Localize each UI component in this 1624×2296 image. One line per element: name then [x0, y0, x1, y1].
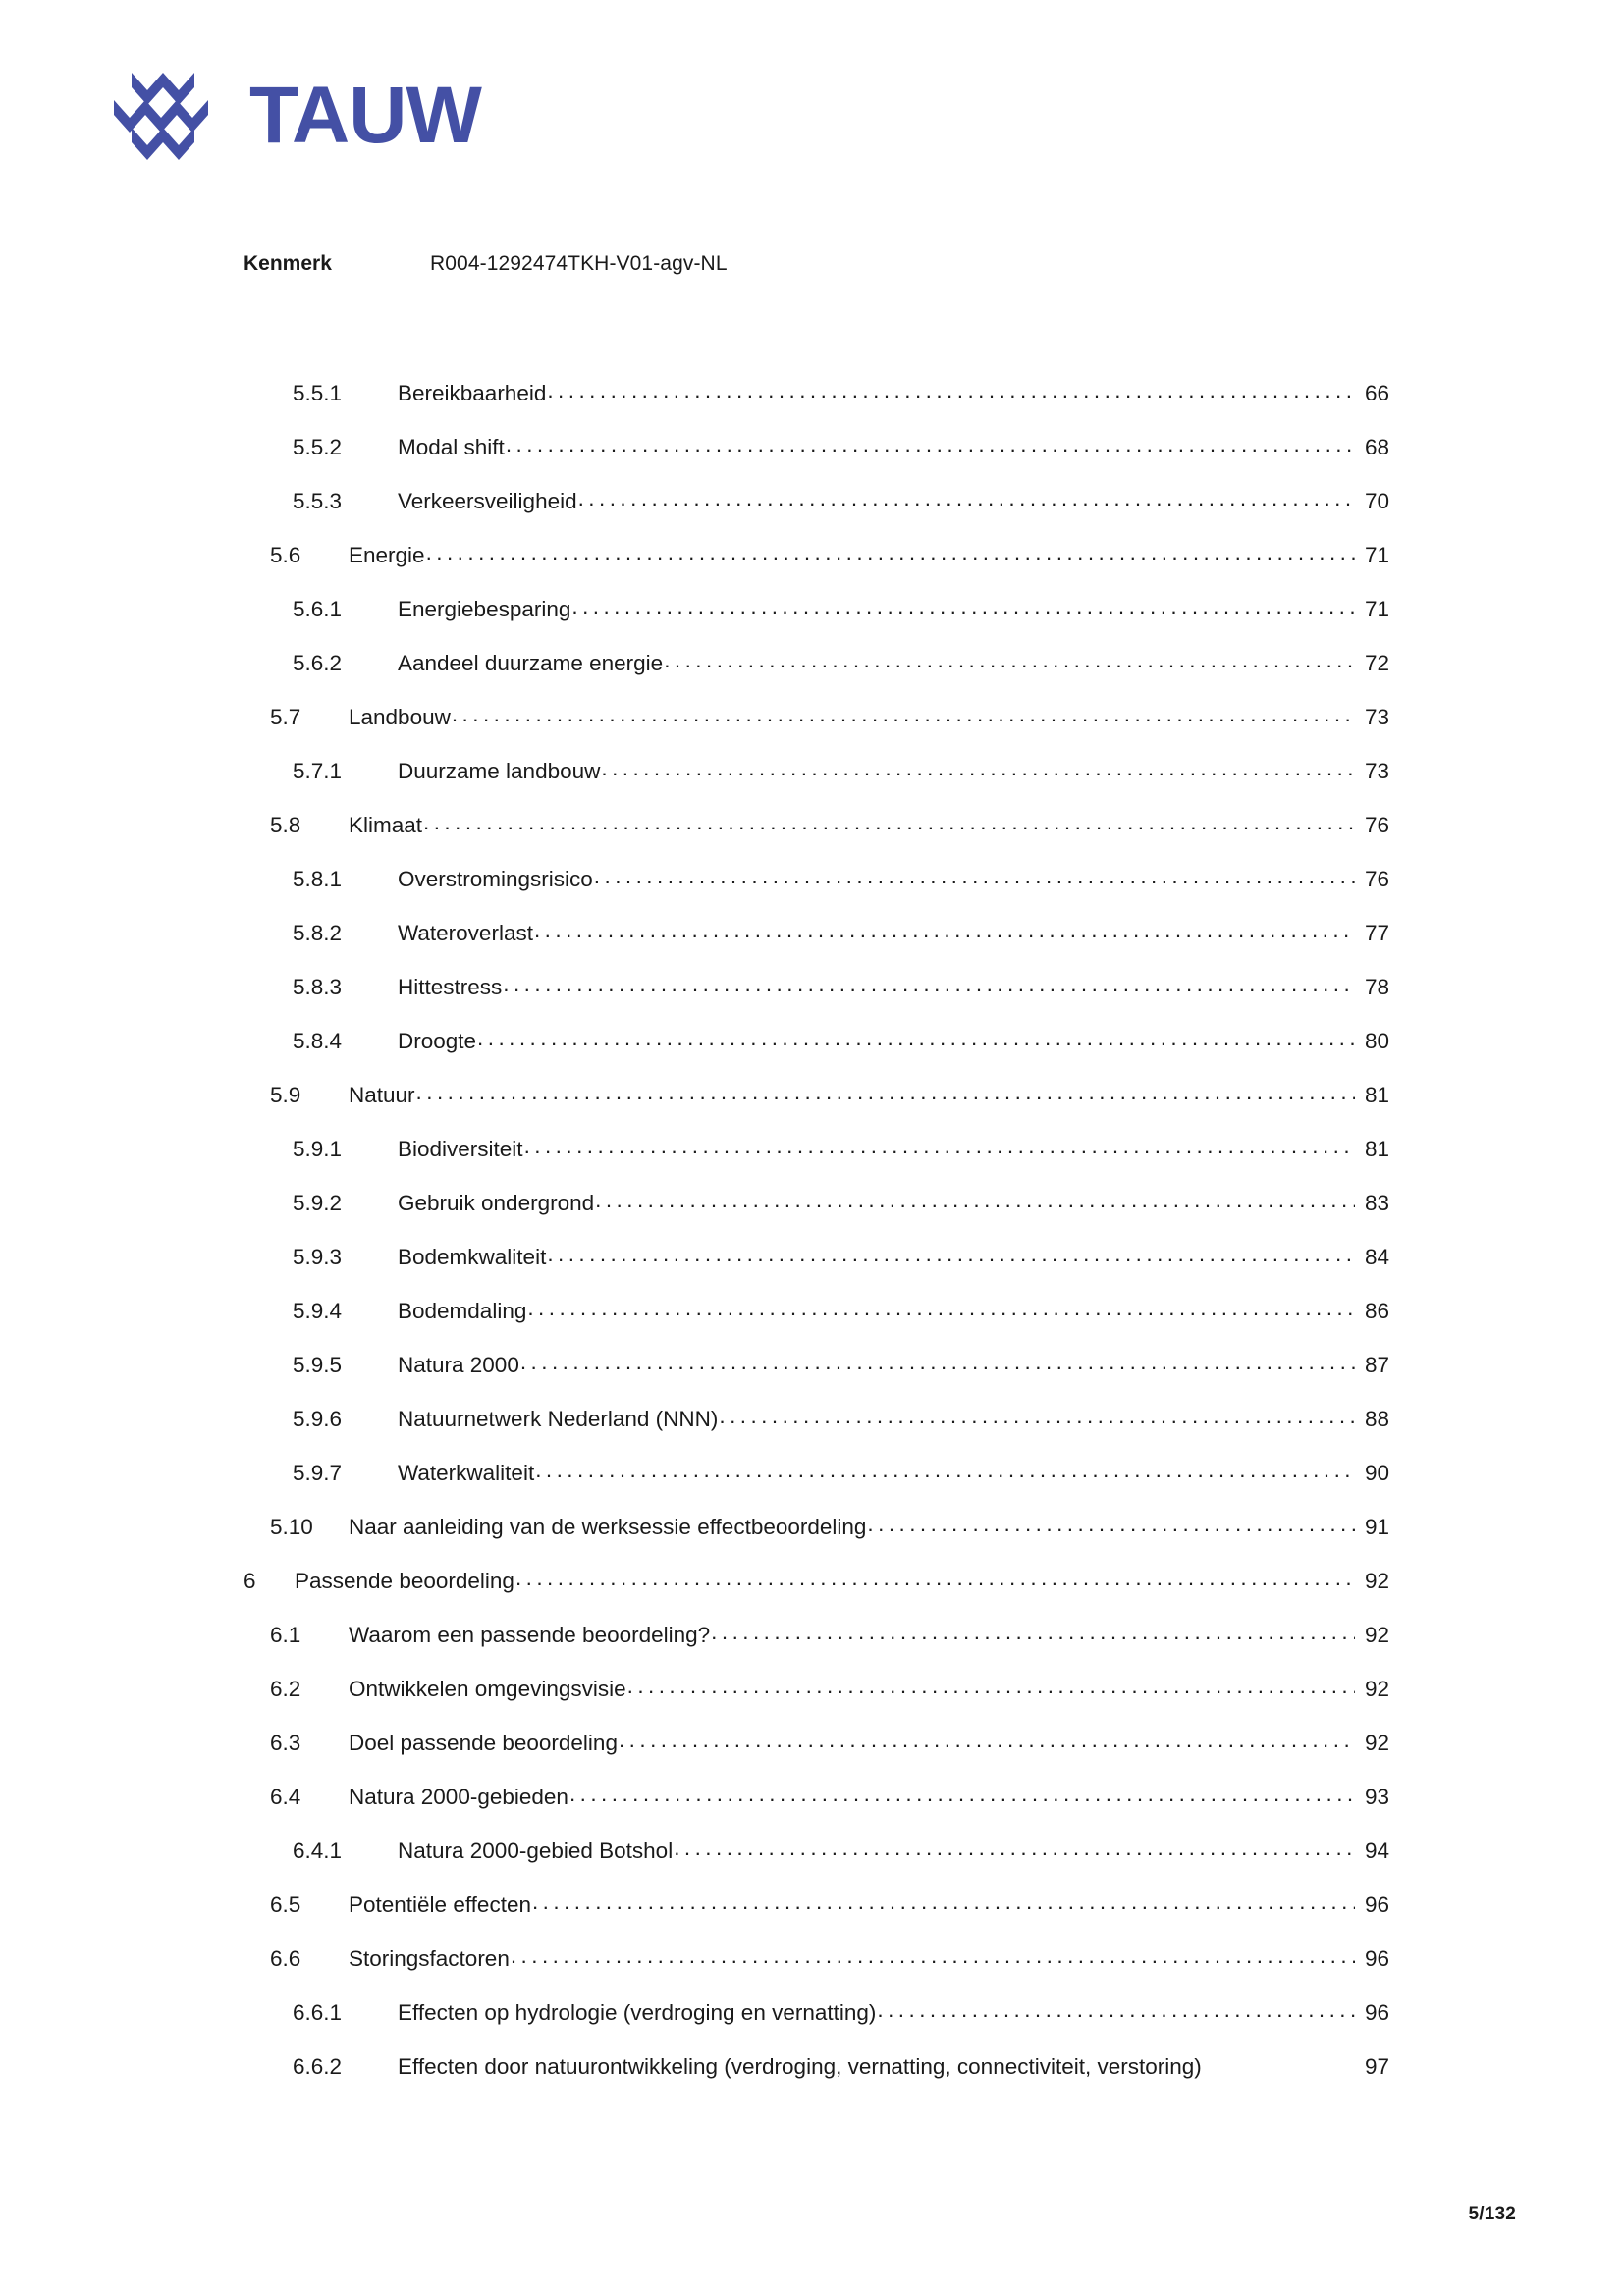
- toc-entry-title: Natuur: [349, 1083, 415, 1107]
- toc-entry-page: 83: [1364, 1191, 1389, 1215]
- toc-entry[interactable]: [0, 435, 1624, 489]
- toc-entry-page: 97: [1364, 2055, 1389, 2079]
- toc-entry[interactable]: [0, 2001, 1624, 2055]
- toc-dot-leader: [619, 1728, 1355, 1753]
- toc-entry-title: Effecten op hydrologie (verdroging en vernatting): [398, 2001, 877, 2025]
- toc-dot-leader: [503, 972, 1355, 997]
- toc-entry[interactable]: [0, 1407, 1624, 1461]
- toc-entry[interactable]: [0, 1029, 1624, 1083]
- toc-dot-leader: [547, 378, 1355, 403]
- toc-entry-number: 5.6.1: [293, 597, 343, 621]
- toc-entry-number: 5.7.1: [293, 759, 343, 783]
- toc-entry-page: 77: [1364, 921, 1389, 945]
- toc-entry[interactable]: [0, 1083, 1624, 1137]
- toc-entry-number: 6.3: [270, 1731, 301, 1755]
- toc-entry-number: 5.8: [270, 813, 301, 837]
- toc-entry-number: 5.9: [270, 1083, 301, 1107]
- toc-entry[interactable]: [0, 705, 1624, 759]
- toc-entry-page: 94: [1364, 1839, 1389, 1863]
- toc-entry[interactable]: [0, 489, 1624, 543]
- toc-entry-title: Verkeersveiligheid: [398, 489, 577, 513]
- toc-entry-title: Klimaat: [349, 813, 423, 837]
- toc-entry-number: 6.1: [270, 1623, 301, 1647]
- toc-entry[interactable]: [0, 651, 1624, 705]
- toc-entry-page: 66: [1364, 381, 1389, 405]
- toc-entry[interactable]: [0, 1191, 1624, 1245]
- toc-entry-page: 71: [1364, 597, 1389, 621]
- toc-dot-leader: [664, 648, 1355, 673]
- toc-entry[interactable]: [0, 813, 1624, 867]
- kenmerk-value: R004-1292474TKH-V01-agv-NL: [430, 252, 728, 275]
- brand-logo: [98, 57, 481, 167]
- toc-entry-page: 72: [1364, 651, 1389, 675]
- toc-entry-title: Naar aanleiding van de werksessie effectbeoordeling: [349, 1515, 867, 1539]
- toc-entry-page: 87: [1364, 1353, 1389, 1377]
- toc-entry-title: Ontwikkelen omgevingsvisie: [349, 1677, 626, 1701]
- toc-entry-number: 6.5: [270, 1893, 301, 1917]
- toc-entry-page: 92: [1364, 1677, 1389, 1701]
- toc-entry-number: 5.8.3: [293, 975, 343, 999]
- toc-entry-title: Waarom een passende beoordeling?: [349, 1623, 711, 1647]
- toc-entry-page: 68: [1364, 435, 1389, 459]
- toc-entry[interactable]: [0, 1353, 1624, 1407]
- toc-entry[interactable]: [0, 1947, 1624, 2001]
- toc-entry[interactable]: [0, 1839, 1624, 1893]
- toc-entry-page: 88: [1364, 1407, 1389, 1431]
- toc-entry[interactable]: [0, 759, 1624, 813]
- toc-dot-leader: [511, 1944, 1355, 1969]
- toc-entry-number: 6.4: [270, 1785, 301, 1809]
- toc-dot-leader: [452, 702, 1355, 727]
- toc-entry-page: 76: [1364, 867, 1389, 891]
- toc-dot-leader: [515, 1566, 1355, 1591]
- toc-dot-leader: [534, 918, 1355, 943]
- toc-entry-number: 6: [244, 1569, 256, 1593]
- toc-entry-page: 96: [1364, 2001, 1389, 2025]
- toc-entry-title: Effecten door natuurontwikkeling (verdroging, vernatting, connectiviteit, verstoring): [398, 2055, 1202, 2079]
- brand-name: TAUW: [249, 71, 481, 160]
- toc-entry-number: 5.8.4: [293, 1029, 343, 1053]
- toc-dot-leader: [594, 864, 1355, 889]
- toc-entry[interactable]: [0, 867, 1624, 921]
- toc-dot-leader: [520, 1350, 1355, 1375]
- toc-entry-page: 73: [1364, 759, 1389, 783]
- toc-entry-title: Natura 2000-gebieden: [349, 1785, 568, 1809]
- toc-dot-leader: [527, 1296, 1355, 1321]
- toc-entry[interactable]: [0, 2055, 1624, 2109]
- toc-entry-number: 5.9.4: [293, 1299, 343, 1323]
- toc-entry[interactable]: [0, 381, 1624, 435]
- toc-entry[interactable]: [0, 1731, 1624, 1785]
- toc-entry-number: 5.9.2: [293, 1191, 343, 1215]
- toc-entry-title: Waterkwaliteit: [398, 1461, 535, 1485]
- toc-entry-title: Droogte: [398, 1029, 477, 1053]
- toc-entry-number: 5.6: [270, 543, 301, 567]
- toc-entry-title: Biodiversiteit: [398, 1137, 523, 1161]
- toc-entry-page: 96: [1364, 1893, 1389, 1917]
- toc-entry-page: 93: [1364, 1785, 1389, 1809]
- kenmerk-row: [244, 252, 728, 276]
- toc-dot-leader: [627, 1674, 1355, 1699]
- toc-dot-leader: [535, 1458, 1355, 1483]
- toc-entry-number: 5.5.1: [293, 381, 343, 405]
- toc-entry[interactable]: [0, 1893, 1624, 1947]
- toc-entry-page: 84: [1364, 1245, 1389, 1269]
- toc-dot-leader: [547, 1242, 1355, 1267]
- toc-entry[interactable]: [0, 1461, 1624, 1515]
- toc-dot-leader: [423, 810, 1355, 835]
- toc-entry-page: 92: [1364, 1569, 1389, 1593]
- toc-dot-leader: [477, 1026, 1355, 1051]
- toc-entry-number: 5.6.2: [293, 651, 343, 675]
- toc-entry-number: 5.9.5: [293, 1353, 343, 1377]
- toc-entry-page: 78: [1364, 975, 1389, 999]
- toc-entry-page: 81: [1364, 1137, 1389, 1161]
- toc-dot-leader: [506, 432, 1355, 457]
- toc-entry-page: 73: [1364, 705, 1389, 729]
- toc-entry-title: Doel passende beoordeling: [349, 1731, 618, 1755]
- toc-entry-number: 5.9.3: [293, 1245, 343, 1269]
- toc-entry-page: 71: [1364, 543, 1389, 567]
- toc-entry[interactable]: [0, 1299, 1624, 1353]
- toc-entry-title: Passende beoordeling: [295, 1569, 514, 1593]
- toc-entry-title: Hittestress: [398, 975, 503, 999]
- toc-entry-title: Bodemkwaliteit: [398, 1245, 547, 1269]
- toc-dot-leader: [719, 1404, 1355, 1429]
- toc-entry[interactable]: [0, 1245, 1624, 1299]
- toc-entry-page: 92: [1364, 1731, 1389, 1755]
- toc-entry-title: Wateroverlast: [398, 921, 533, 945]
- toc-entry-page: 76: [1364, 813, 1389, 837]
- toc-entry-page: 90: [1364, 1461, 1389, 1485]
- toc-entry-number: 5.5.3: [293, 489, 343, 513]
- toc-entry[interactable]: [0, 1137, 1624, 1191]
- toc-entry-number: 5.9.7: [293, 1461, 343, 1485]
- toc-dot-leader: [595, 1188, 1355, 1213]
- toc-entry-page: 81: [1364, 1083, 1389, 1107]
- toc-dot-leader: [867, 1512, 1355, 1537]
- toc-dot-leader: [532, 1890, 1355, 1915]
- toc-entry-number: 5.10: [270, 1515, 313, 1539]
- toc-dot-leader: [426, 540, 1355, 565]
- toc-entry-page: 80: [1364, 1029, 1389, 1053]
- toc-entry-number: 5.8.1: [293, 867, 343, 891]
- toc-entry[interactable]: [0, 597, 1624, 651]
- toc-entry-title: Energie: [349, 543, 425, 567]
- toc-entry[interactable]: [0, 543, 1624, 597]
- toc-entry[interactable]: [0, 921, 1624, 975]
- toc-entry-title: Natura 2000: [398, 1353, 519, 1377]
- toc-dot-leader: [569, 1782, 1355, 1807]
- toc-entry-number: 5.9.6: [293, 1407, 343, 1431]
- toc-entry-title: Aandeel duurzame energie: [398, 651, 664, 675]
- toc-dot-leader: [571, 594, 1355, 619]
- tauw-chevron-lattice-icon: [98, 57, 228, 167]
- toc-entry-title: Gebruik ondergrond: [398, 1191, 595, 1215]
- toc-entry-page: 92: [1364, 1623, 1389, 1647]
- toc-entry-title: Potentiële effecten: [349, 1893, 531, 1917]
- toc-entry[interactable]: [0, 1515, 1624, 1569]
- toc-dot-leader: [416, 1080, 1355, 1105]
- toc-entry-number: 5.8.2: [293, 921, 343, 945]
- toc-entry-page: 96: [1364, 1947, 1389, 1971]
- toc-entry-title: Natuurnetwerk Nederland (NNN): [398, 1407, 719, 1431]
- toc-dot-leader: [578, 486, 1355, 511]
- toc-dot-leader: [524, 1134, 1355, 1159]
- toc-entry-number: 6.6.2: [293, 2055, 343, 2079]
- toc-entry-number: 6.6: [270, 1947, 301, 1971]
- toc-entry[interactable]: [0, 1677, 1624, 1731]
- toc-entry-number: 5.9.1: [293, 1137, 343, 1161]
- toc-entry[interactable]: [0, 1785, 1624, 1839]
- toc-entry-title: Modal shift: [398, 435, 505, 459]
- page-number-footer: 5/132: [1468, 2204, 1516, 2224]
- toc-entry[interactable]: [0, 975, 1624, 1029]
- toc-entry-number: 6.6.1: [293, 2001, 343, 2025]
- toc-entry-number: 6.2: [270, 1677, 301, 1701]
- toc-entry-title: Duurzame landbouw: [398, 759, 601, 783]
- toc-entry-title: Storingsfactoren: [349, 1947, 510, 1971]
- toc-dot-leader: [601, 756, 1355, 781]
- toc-entry-title: Bereikbaarheid: [398, 381, 547, 405]
- toc-dot-leader: [877, 1998, 1355, 2023]
- table-of-contents: [0, 381, 1624, 2109]
- toc-entry-number: 6.4.1: [293, 1839, 343, 1863]
- toc-dot-leader: [711, 1620, 1355, 1645]
- toc-entry-title: Bodemdaling: [398, 1299, 527, 1323]
- kenmerk-label: Kenmerk: [244, 252, 332, 275]
- toc-entry-page: 91: [1364, 1515, 1389, 1539]
- toc-entry-title: Landbouw: [349, 705, 451, 729]
- toc-dot-leader: [674, 1836, 1355, 1861]
- toc-entry-title: Natura 2000-gebied Botshol: [398, 1839, 674, 1863]
- toc-entry[interactable]: [0, 1623, 1624, 1677]
- toc-entry-page: 70: [1364, 489, 1389, 513]
- toc-entry-number: 5.5.2: [293, 435, 343, 459]
- toc-entry-number: 5.7: [270, 705, 301, 729]
- toc-entry-title: Overstromingsrisico: [398, 867, 593, 891]
- toc-entry[interactable]: [0, 1569, 1624, 1623]
- toc-entry-title: Energiebesparing: [398, 597, 571, 621]
- toc-entry-page: 86: [1364, 1299, 1389, 1323]
